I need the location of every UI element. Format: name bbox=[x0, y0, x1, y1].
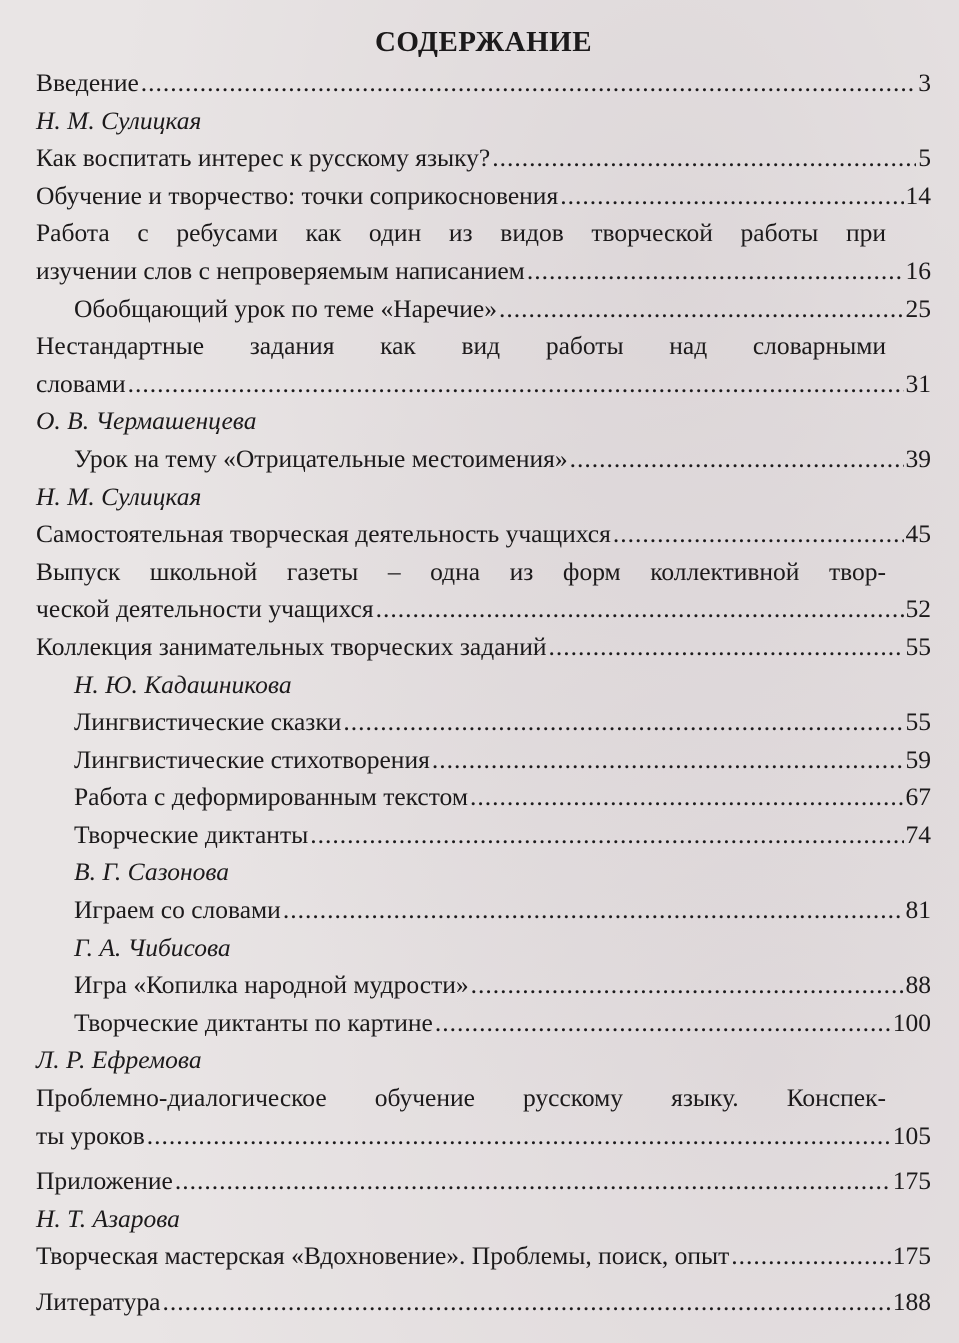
toc-page-number: 67 bbox=[905, 782, 931, 812]
toc-entry-title: Приложение bbox=[36, 1166, 173, 1196]
toc-page-number: 55 bbox=[905, 631, 931, 661]
toc-author: О. В. Чермашенцева bbox=[36, 406, 257, 436]
toc-page-number: 55 bbox=[905, 707, 931, 737]
dot-leader bbox=[613, 515, 904, 553]
toc-entry[interactable] bbox=[36, 1237, 931, 1275]
toc-entry-title: Обучение и творчество: точки соприкосновения bbox=[36, 180, 559, 210]
toc-entry-title: Творческие диктанты bbox=[74, 819, 309, 849]
toc-entry[interactable] bbox=[36, 1162, 931, 1200]
toc-entry-title: Творческая мастерская «Вдохновение». Проблемы, поиск, опыт bbox=[36, 1241, 730, 1271]
toc-entry-title: Литература bbox=[36, 1287, 161, 1316]
toc-page-number: 45 bbox=[905, 519, 931, 549]
toc-author: Н. Т. Азарова bbox=[36, 1203, 180, 1233]
toc-entry-line bbox=[36, 1004, 931, 1042]
dot-leader bbox=[141, 64, 916, 102]
page-title: СОДЕРЖАНИЕ bbox=[374, 26, 593, 58]
toc-page-number: 88 bbox=[905, 970, 931, 1000]
dot-leader bbox=[492, 139, 916, 177]
dot-leader bbox=[570, 440, 904, 478]
toc-entry[interactable] bbox=[36, 778, 931, 816]
toc-entry-title: Игра «Копилка народной мудрости» bbox=[74, 970, 469, 1000]
toc-entry[interactable] bbox=[36, 139, 931, 177]
toc-entry-title: ческой деятельности учащихся bbox=[36, 594, 374, 624]
dot-leader bbox=[432, 741, 904, 779]
toc-entry-title: Урок на тему «Отрицательные местоимения» bbox=[74, 443, 568, 473]
toc-entry-line bbox=[36, 966, 931, 1004]
toc-entry-title-line-1: Выпуск школьной газеты – одна из форм коллективной твор- bbox=[36, 556, 886, 586]
toc-entry-title: Творческие диктанты по картине bbox=[74, 1007, 433, 1037]
toc-author: Н. М. Сулицкая bbox=[36, 105, 202, 135]
toc-author: Н. Ю. Кадашникова bbox=[74, 669, 292, 699]
toc-entry[interactable] bbox=[36, 966, 931, 1004]
toc-entry[interactable] bbox=[36, 553, 931, 628]
toc-entry-line bbox=[36, 515, 931, 553]
toc-page-number: 100 bbox=[892, 1007, 931, 1037]
toc-entry-line bbox=[36, 139, 931, 177]
toc-entry[interactable] bbox=[36, 1004, 931, 1042]
toc-page-number: 39 bbox=[905, 443, 931, 473]
toc-entry-line bbox=[36, 1162, 931, 1200]
toc-entry-line bbox=[36, 1283, 931, 1321]
toc-entry-line bbox=[36, 1117, 931, 1155]
toc-entry-title: изучении слов с непроверяемым написанием bbox=[36, 255, 525, 285]
toc-entry-title: Лингвистические сказки bbox=[74, 707, 342, 737]
toc-entry-line bbox=[36, 628, 931, 666]
toc-entry[interactable] bbox=[36, 177, 931, 215]
toc-author: Н. М. Сулицкая bbox=[36, 481, 202, 511]
dot-leader bbox=[128, 365, 904, 403]
toc-entry-title: Введение bbox=[36, 68, 139, 97]
toc-entry[interactable] bbox=[36, 1079, 931, 1154]
toc-page-number: 74 bbox=[905, 819, 931, 849]
toc-entry-title: ты уроков bbox=[36, 1120, 145, 1150]
toc-entry-line bbox=[36, 816, 931, 854]
toc-entry-line bbox=[36, 891, 931, 929]
toc-entry[interactable] bbox=[36, 628, 931, 666]
toc-page-number: 59 bbox=[905, 744, 931, 774]
toc-entry-title: Играем со словами bbox=[74, 895, 281, 925]
toc-entry[interactable] bbox=[36, 515, 931, 553]
toc-entry-line bbox=[36, 177, 931, 215]
dot-leader bbox=[283, 891, 904, 929]
toc-page-number: 5 bbox=[918, 143, 931, 173]
toc-entry-title: Обобщающий урок по теме «Наречие» bbox=[74, 293, 497, 323]
toc-entry-title: Коллекция занимательных творческих заданий bbox=[36, 631, 547, 661]
toc-entry[interactable] bbox=[36, 891, 931, 929]
toc-author: В. Г. Сазонова bbox=[74, 857, 230, 887]
toc-author: Г. А. Чибисова bbox=[74, 932, 231, 962]
toc-entry-title-line-1: Проблемно-диалогическое обучение русскому языку. Конспек- bbox=[36, 1083, 886, 1113]
toc-page-number: 105 bbox=[892, 1120, 931, 1150]
toc-entry-line bbox=[36, 703, 931, 741]
toc-entry-title: Работа с деформированным текстом bbox=[74, 782, 468, 812]
toc-entry-line bbox=[36, 590, 931, 628]
toc-entry-line bbox=[36, 64, 931, 102]
table-of-contents bbox=[36, 64, 931, 1321]
toc-entry-line bbox=[36, 440, 931, 478]
spacer bbox=[36, 1154, 931, 1162]
toc-entry-title: Как воспитать интерес к русскому языку? bbox=[36, 143, 491, 173]
toc-entry[interactable] bbox=[36, 290, 931, 328]
toc-entry-title: Лингвистические стихотворения bbox=[74, 744, 430, 774]
toc-page-number: 175 bbox=[892, 1241, 931, 1271]
dot-leader bbox=[376, 590, 904, 628]
toc-entry[interactable] bbox=[36, 703, 931, 741]
toc-entry-line bbox=[36, 252, 931, 290]
toc-page-number: 25 bbox=[905, 293, 931, 323]
dot-leader bbox=[527, 252, 904, 290]
toc-entry-line bbox=[36, 1237, 931, 1275]
toc-page-number: 14 bbox=[905, 180, 931, 210]
toc-entry-title: Самостоятельная творческая деятельность учащихся bbox=[36, 519, 611, 549]
dot-leader bbox=[560, 177, 903, 215]
toc-entry[interactable] bbox=[36, 327, 931, 402]
dot-leader bbox=[343, 703, 903, 741]
dot-leader bbox=[175, 1162, 891, 1200]
toc-page-number: 16 bbox=[905, 255, 931, 285]
dot-leader bbox=[147, 1117, 891, 1155]
toc-page-number: 31 bbox=[905, 368, 931, 398]
dot-leader bbox=[499, 290, 904, 328]
dot-leader bbox=[471, 966, 904, 1004]
toc-entry-title-line-1: Нестандартные задания как вид работы над словарными bbox=[36, 331, 886, 361]
toc-page-number: 52 bbox=[905, 594, 931, 624]
toc-entry[interactable] bbox=[36, 1283, 931, 1321]
toc-entry[interactable] bbox=[36, 214, 931, 289]
toc-page-number: 188 bbox=[892, 1287, 931, 1316]
toc-entry-line bbox=[36, 365, 931, 403]
dot-leader bbox=[162, 1283, 890, 1321]
toc-entry-title-line-1: Работа с ребусами как один из видов творческой работы при bbox=[36, 218, 886, 248]
dot-leader bbox=[435, 1004, 891, 1042]
toc-page-number: 175 bbox=[892, 1166, 931, 1196]
toc-entry[interactable] bbox=[36, 816, 931, 854]
toc-entry-line bbox=[36, 290, 931, 328]
toc-entry[interactable] bbox=[36, 64, 931, 102]
toc-entry[interactable] bbox=[36, 741, 931, 779]
toc-entry-line bbox=[36, 741, 931, 779]
toc-entry[interactable] bbox=[36, 440, 931, 478]
toc-page-number: 3 bbox=[918, 68, 931, 97]
dot-leader bbox=[549, 628, 904, 666]
toc-page-number: 81 bbox=[905, 895, 931, 925]
dot-leader bbox=[731, 1237, 890, 1275]
dot-leader bbox=[310, 816, 903, 854]
spacer bbox=[36, 1275, 931, 1283]
dot-leader bbox=[470, 778, 904, 816]
toc-entry-title: словами bbox=[36, 368, 126, 398]
toc-author: Л. Р. Ефремова bbox=[36, 1045, 202, 1075]
toc-entry-line bbox=[36, 778, 931, 816]
